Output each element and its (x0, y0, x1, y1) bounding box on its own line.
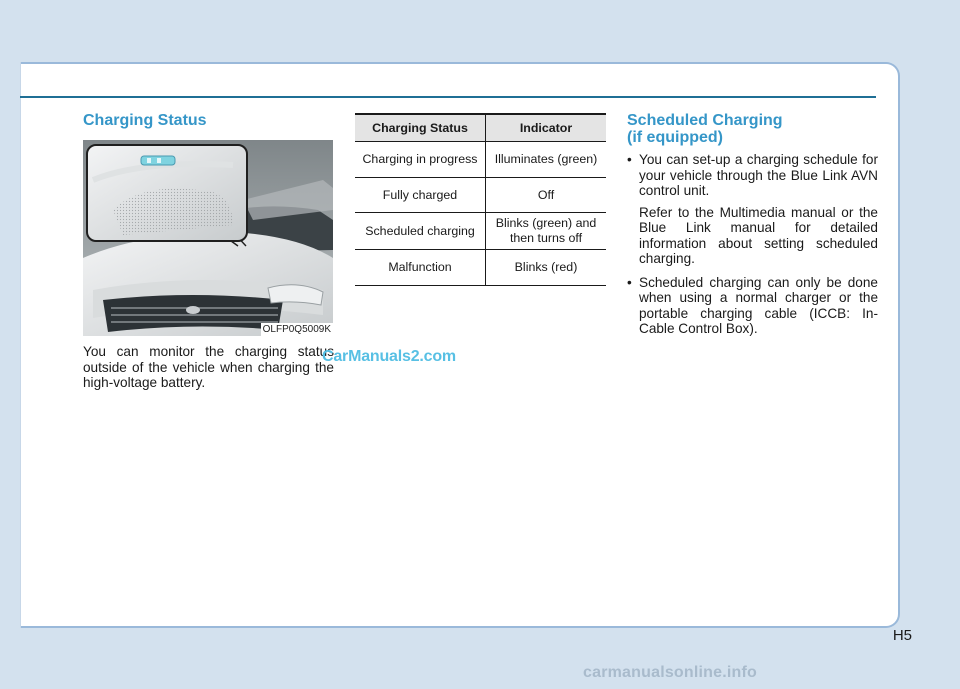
bullet-note: Refer to the Multimedia manual or the Blue Link manual for detailed information about setting scheduled charging. (639, 204, 878, 266)
watermark-link[interactable]: CarManuals2.com (322, 348, 456, 365)
scheduled-charging-list (627, 152, 878, 345)
indicator-cell: Blinks (green) and then turns off (486, 213, 607, 250)
footer-watermark-link[interactable]: carmanualsonline.info (583, 664, 758, 681)
table-header-status: Charging Status (355, 114, 486, 142)
charging-status-heading: Charging Status (83, 112, 207, 129)
page-number: H5 (892, 627, 912, 644)
status-cell: Charging in progress (355, 142, 486, 178)
scheduled-charging-heading (627, 112, 887, 146)
indicator-cell: Blinks (red) (486, 250, 607, 286)
list-item (627, 152, 878, 267)
status-cell: Malfunction (388, 260, 452, 274)
indicator-cell: Off (486, 178, 607, 213)
top-rule (20, 96, 876, 98)
list-item (627, 275, 878, 337)
bullet-text: You can set-up a charging schedule for your vehicle through the Blue Link AVN control unit. (639, 152, 878, 198)
bullet-text: Scheduled charging can only be done when using a normal charger or the portable charging cable (ICCB: In-Cable Control Box). (639, 274, 878, 336)
status-cell: Scheduled charging (355, 213, 486, 250)
charging-status-description: You can monitor the charging status outside of the vehicle when charging the high-voltage battery. (83, 344, 334, 390)
heading-line-2: (if equipped) (627, 129, 723, 146)
table-header-indicator: Indicator (486, 114, 607, 142)
figure-code: OLFP0Q5009K (262, 324, 331, 335)
table-row (355, 178, 606, 213)
car-illustration (83, 140, 333, 336)
status-cell: Fully charged (355, 178, 486, 213)
vehicle-figure (83, 140, 333, 336)
charging-status-table (355, 113, 606, 286)
bullet-icon: • (627, 152, 632, 167)
heading-line-1: Scheduled Charging (627, 112, 783, 129)
table-row (355, 250, 606, 286)
table-row (355, 142, 606, 178)
table-row (355, 213, 606, 250)
indicator-cell: Illuminates (green) (486, 142, 607, 178)
bullet-icon: • (627, 274, 632, 290)
